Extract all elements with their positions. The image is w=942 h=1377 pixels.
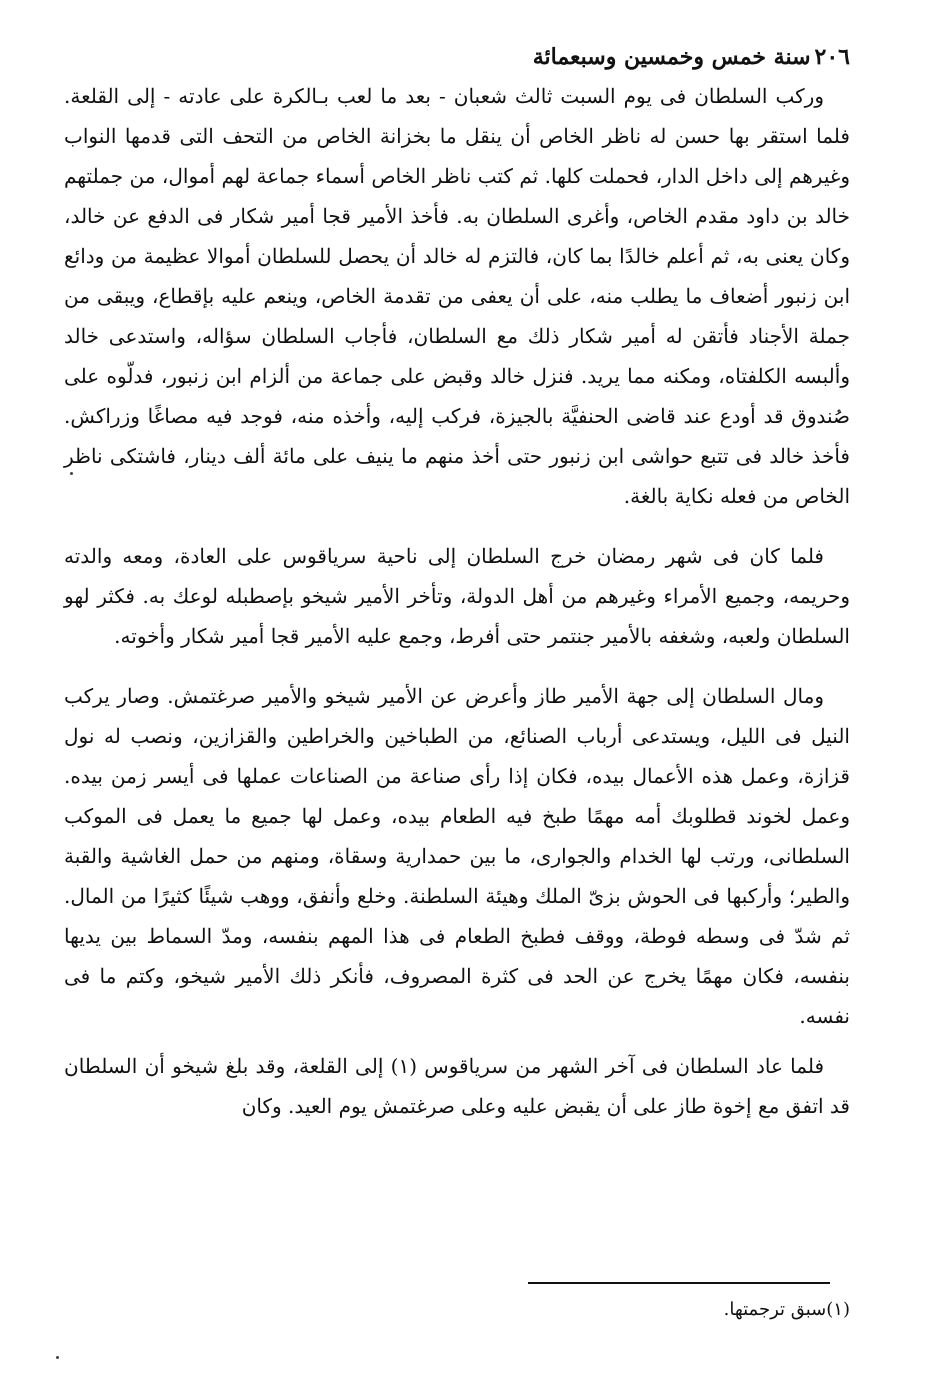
paragraph-2: فلما كان فى شهر رمضان خرج السلطان إلى ناحية سرياقوس على العادة، ومعه والدته وحريمه، وجميع الأمراء وغيرهم من أهل الدولة، وتأخر الأمير شيخو بإصطبله لوعك به. فكثر لهو السلطان ولعبه، وشغفه بالأمير جنتمر حتى أفرط، وجمع عليه الأمير قجا أمير شكار وأخوته. — [64, 544, 850, 648]
scan-speck — [56, 1356, 59, 1359]
running-header — [64, 30, 850, 70]
paragraph-1: وركب السلطان فى يوم السبت ثالث شعبان - بعد ما لعب بـالكرة على عادته - إلى القلعة. فلما استقر بها حسن له ناظر الخاص أن ينقل ما بخزانة الخاص من التحف التى قدمها النواب وغيرهم إلى داخل الدار، فحملت كلها. ثم كتب ناظر الخاص أسماء جماعة لهم أموال، من جملتهم خالد بن داود مقدم الخاص، وأغرى السلطان به. فأخذ الأمير قجا أمير شكار فى الدفع عن خالد، وكان يعنى به، ثم أعلم خالدًا بما كان، فالتزم له خالد أن يحصل للسلطان أموالا عظيمة من ودائع ابن زنبور أضعاف ما يطلب منه، على أن يعفى من تقدمة الخاص، وينعم عليه بإقطاع، ويبقى من جملة الأجناد فأتقن له أمير شكار ذلك مع السلطان، فأجاب السلطان سؤاله، واستدعى خالد وألبسه الكلفتاه، ومكنه مما يريد. فنزل خالد وقبض على جماعة من ألزام ابن زنبور، فدلّوه على صُندوق قد أودع عند قاضى الحنفيَّة بالجيزة، فركب إليه، وأخذه منه، فوجد فيه مصاغًا وزراكش. فأخذ خالد فى تتبع حواشى ابن زنبور حتى أخذ منهم ما ينيف على مائة ألف دينار، فاشتكى ناظر الخاص من فعله نكاية بالغة. — [64, 84, 850, 508]
paragraph-3: ومال السلطان إلى جهة الأمير طاز وأعرض عن الأمير شيخو والأمير صرغتمش. وصار يركب النيل فى الليل، ويستدعى أرباب الصنائع، من الطباخين والخراطين والقزازين، ونصب له نول قزازة، وعمل هذه الأعمال بيده، فكان إذا رأى صناعة من الصناعات عملها فى أيسر زمن بيده. وعمل لخوند قطلوبك أمه مهمًا طبخ فيه الطعام بيده، وعمل لها جميع ما يعمل فى الموكب السلطانى، ورتب لها الخدام والجوارى، ما بين حمدارية وسقاة، ومنهم من حمل الغاشية والقبة والطير؛ وأركبها فى الحوش بزىّ الملك وهيئة السلطنة. وخلع وأنفق، ووهب شيئًا كثيرًا من المال. ثم شدّ فى وسطه فوطة، ووقف فطبخ الطعام فى هذا المهم بنفسه، ومدّ السماط بين يديها بنفسه، فكان مهمًا يخرج عن الحد فى كثرة المصروف، فأنكر ذلك الأمير شيخو، وكتم ما فى نفسه. — [64, 684, 851, 1028]
scan-speck — [70, 472, 73, 475]
running-title: سنة خمس وخمسين وسبعمائة — [532, 44, 811, 70]
paragraph-4: فلما عاد السلطان فى آخر الشهر من سرياقوس (١) إلى القلعة، وقد بلغ شيخو أن السلطان قد اتفق مع إخوة طاز على أن يقبض عليه وعلى صرغتمش يوم العيد. وكان — [64, 1054, 850, 1118]
page-body — [64, 76, 850, 1126]
footnote: (١)سبق ترجمتها. — [723, 1299, 850, 1320]
footnote-divider — [528, 1282, 830, 1284]
page-number: ٢٠٦ — [814, 44, 850, 70]
